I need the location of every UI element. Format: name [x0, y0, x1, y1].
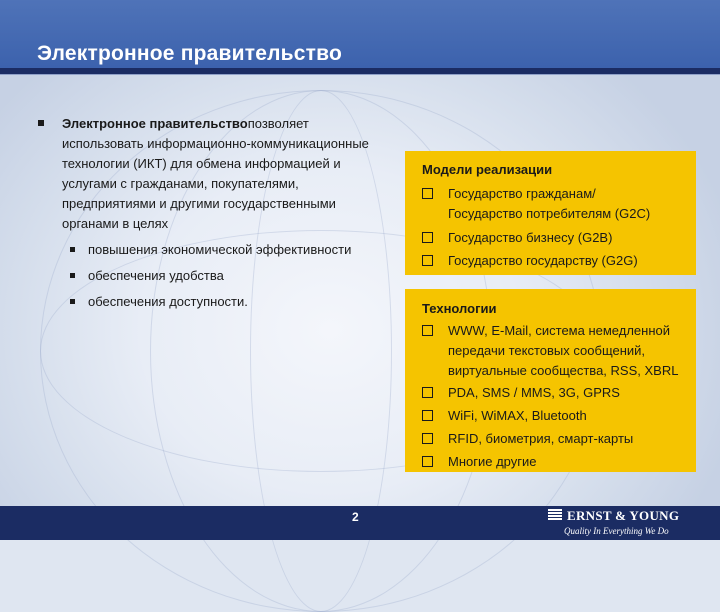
technologies-item-line: Многие другие — [448, 454, 537, 469]
bullet-square-icon — [38, 120, 44, 126]
sub-bullet-text: повышения экономической эффективности — [88, 242, 352, 257]
models-item-line: Государство государству (G2G) — [448, 253, 638, 268]
checkbox-bullet-icon — [422, 188, 433, 199]
page-number: 2 — [352, 510, 359, 524]
checkbox-bullet-icon — [422, 255, 433, 266]
checkbox-bullet-icon — [422, 387, 433, 398]
main-paragraph — [62, 114, 378, 234]
checkbox-bullet-icon — [422, 232, 433, 243]
main-lead: Электронное правительство — [62, 116, 248, 131]
main-bullet — [38, 114, 378, 314]
sub-bullet — [70, 240, 378, 262]
sub-bullet-square-icon — [70, 299, 75, 304]
logo-bars-icon — [548, 509, 562, 521]
title-bar — [0, 0, 720, 68]
technologies-box — [405, 289, 696, 472]
models-title: Модели реализации — [422, 162, 553, 177]
models-item-line: Государство гражданам/ — [448, 186, 596, 201]
page-title: Электронное правительство — [37, 42, 342, 65]
sub-bullet-text: обеспечения доступности. — [88, 294, 248, 309]
checkbox-bullet-icon — [422, 433, 433, 444]
sub-bullet — [70, 266, 378, 288]
main-body: позволяет использовать информационно-коммуникационные технологии (ИКТ) для обмена информацией и услугами с гражданами, покупателями, предприятиями и другими государственными органами в целях — [62, 116, 369, 231]
technologies-item-line: виртуальные сообщества, RSS, XBRL — [448, 363, 679, 378]
models-item-line: Государство бизнесу (G2B) — [448, 230, 613, 245]
checkbox-bullet-icon — [422, 410, 433, 421]
sub-bullet-square-icon — [70, 273, 75, 278]
logo-name: ERNST & YOUNG — [567, 508, 680, 523]
sub-bullet — [70, 292, 378, 314]
checkbox-bullet-icon — [422, 325, 433, 336]
sub-bullet-square-icon — [70, 247, 75, 252]
technologies-title: Технологии — [422, 301, 497, 316]
models-box — [405, 151, 696, 275]
checkbox-bullet-icon — [422, 456, 433, 467]
models-item-line: Государство потребителям (G2C) — [448, 206, 651, 221]
technologies-item-line: передачи текстовых сообщений, — [448, 343, 646, 358]
technologies-item-line: WWW, E-Mail, система немедленной — [448, 323, 670, 338]
sub-bullet-text: обеспечения удобства — [88, 268, 224, 283]
technologies-item-line: RFID, биометрия, смарт-карты — [448, 431, 634, 446]
logo-tagline: Quality In Everything We Do — [564, 526, 669, 536]
technologies-item-line: WiFi, WiMAX, Bluetooth — [448, 408, 587, 423]
title-divider — [0, 74, 720, 75]
technologies-item-line: PDA, SMS / MMS, 3G, GPRS — [448, 385, 620, 400]
